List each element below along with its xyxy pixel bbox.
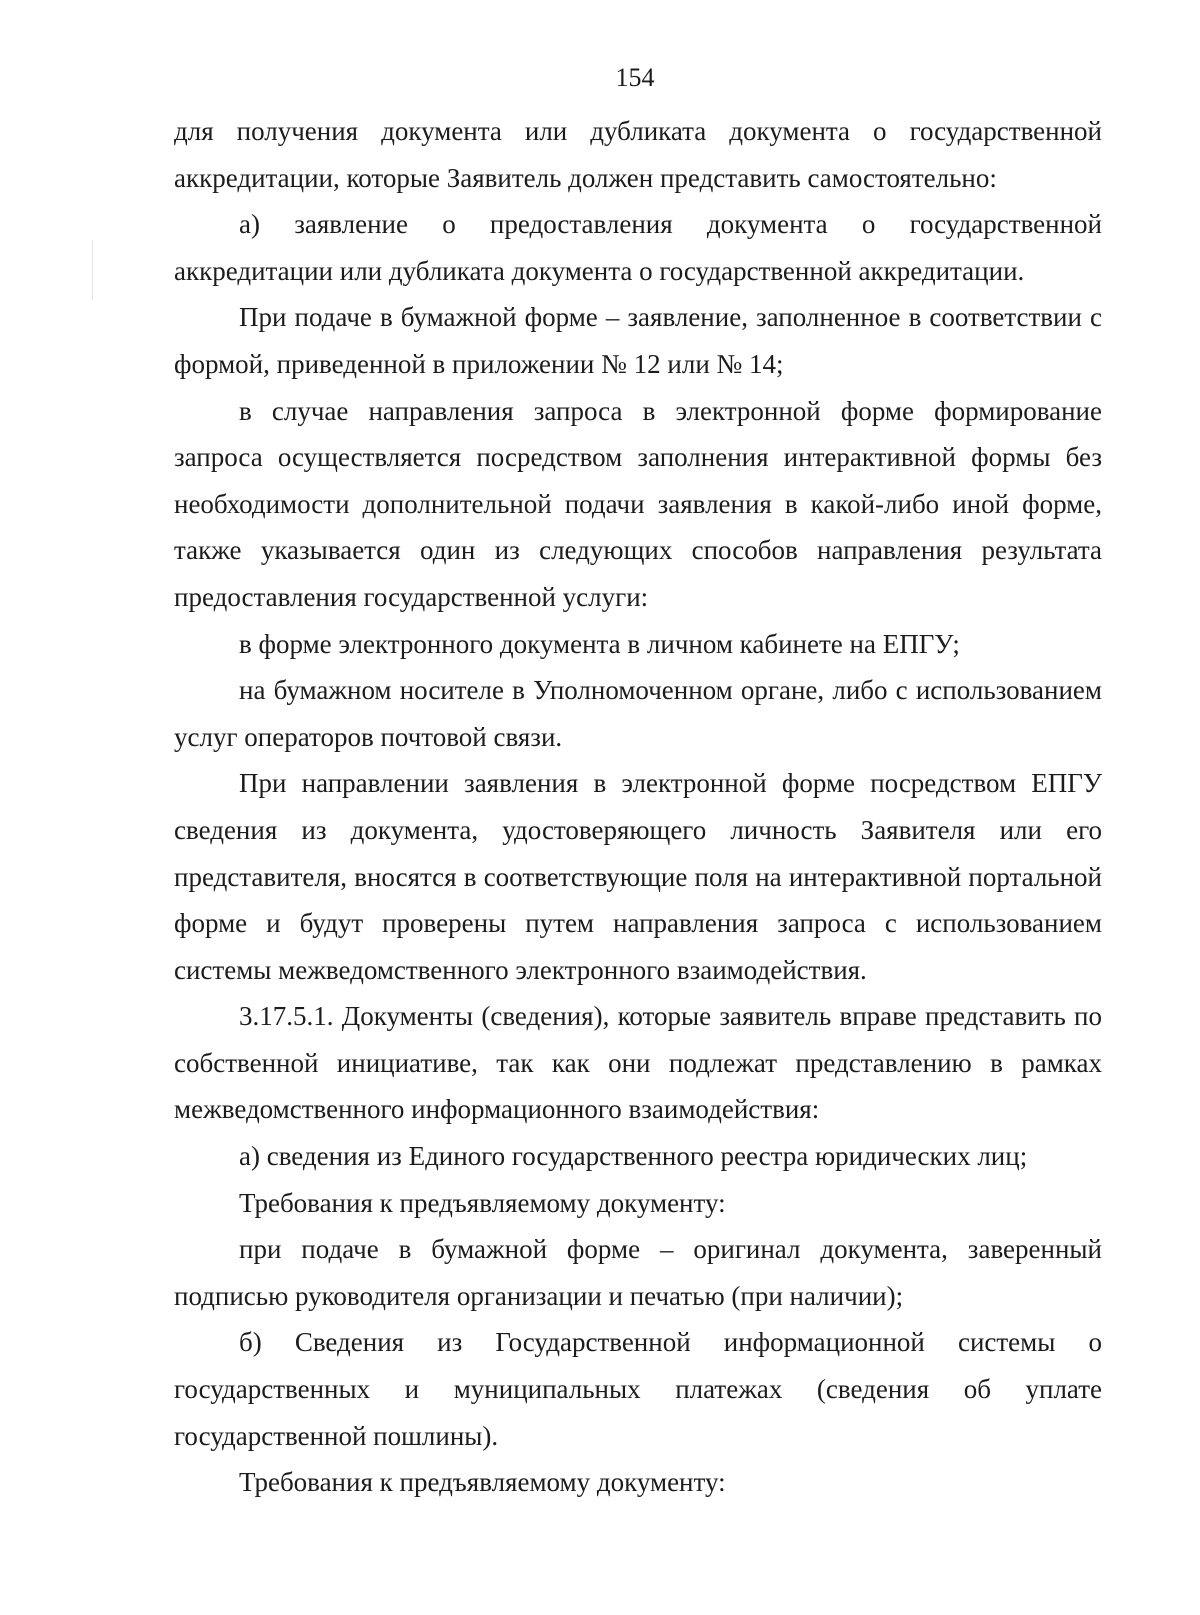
paragraph: в форме электронного документа в личном кабинете на ЕПГУ; xyxy=(239,628,960,659)
paragraph: а) сведения из Единого государственного реестра юридических лиц; xyxy=(239,1141,1028,1172)
paragraph: При направлении заявления в электронной форме посредством ЕПГУ сведения из документа, удостоверяющего личность Заявителя или его представителя, вносятся в соответствующие поля на интерактивной портальной форме и будут проверены путем направления запроса с использованием системы межведомственного электронного взаимодействия. xyxy=(174,768,1102,985)
paragraph: на бумажном носителе в Уполномоченном органе, либо с использованием услуг операторов почтовой связи. xyxy=(174,675,1102,752)
scan-margin-mark xyxy=(92,240,93,300)
paragraph: а) заявление о предоставления документа о государственной аккредитации или дубликата документа о государственной аккредитации. xyxy=(174,209,1102,286)
paragraph: при подаче в бумажной форме – оригинал документа, заверенный подписью руководителя организации и печатью (при наличии); xyxy=(174,1234,1102,1311)
paragraph: в случае направления запроса в электронной форме формирование запроса осуществляется посредством заполнения интерактивной формы без необходимости дополнительной подачи заявления в какой-либо иной форме, также указывается один из следующих способов направления результата предоставления государственной услуги: xyxy=(174,395,1102,612)
paragraph: Требования к предъявляемому документу: xyxy=(239,1467,726,1498)
document-body xyxy=(174,108,1102,1506)
page-number: 154 xyxy=(615,63,655,92)
paragraph: Требования к предъявляемому документу: xyxy=(239,1187,726,1218)
paragraph: б) Сведения из Государственной информационной системы о государственных и муниципальных платежах (сведения об уплате государственной пошлины). xyxy=(174,1327,1102,1451)
paragraph: 3.17.5.1. Документы (сведения), которые заявитель вправе представить по собственной инициативе, так как они подлежат представлению в рамках межведомственного информационного взаимодействия: xyxy=(174,1001,1102,1125)
paragraph: для получения документа или дубликата документа о государственной аккредитации, которые Заявитель должен представить самостоятельно: xyxy=(174,116,1102,193)
paragraph: При подаче в бумажной форме – заявление, заполненное в соответствии с формой, приведенной в приложении № 12 или № 14; xyxy=(174,302,1102,379)
